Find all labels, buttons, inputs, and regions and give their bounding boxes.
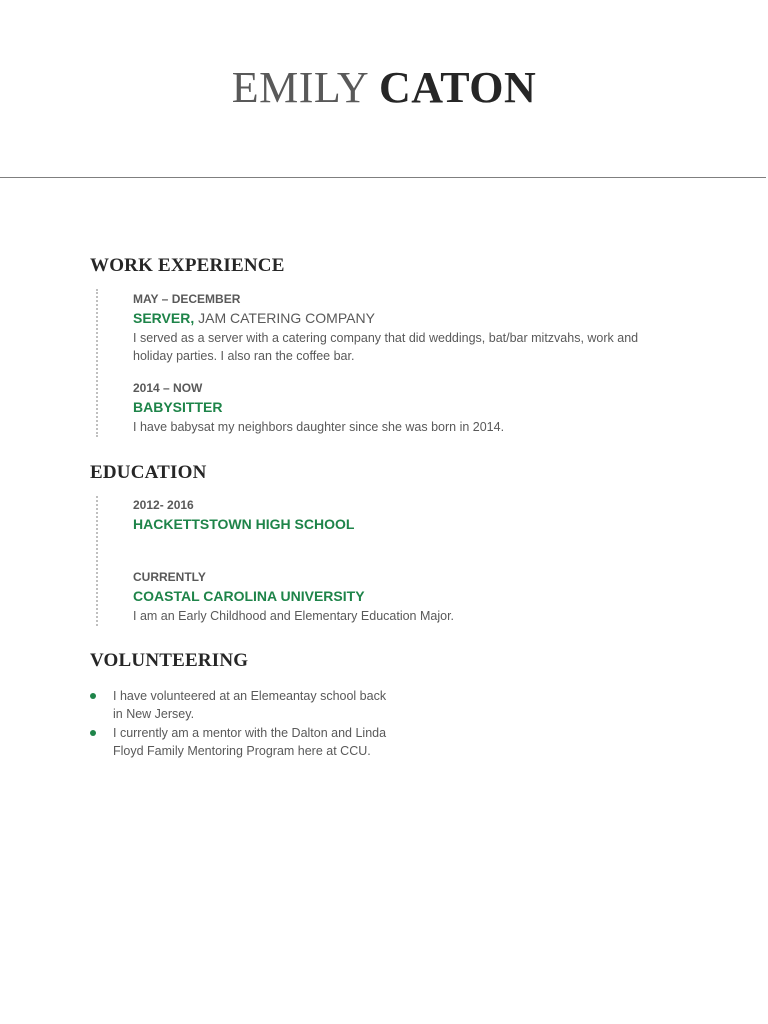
volunteering-item-text: I currently am a mentor with the Dalton and Linda Floyd Family Mentoring Program here at CCU. — [113, 726, 387, 758]
work-entry-server — [133, 290, 663, 365]
education-entry-date: CURRENTLY — [133, 570, 206, 584]
company-name: JAM CATERING COMPANY — [194, 310, 375, 326]
work-entry-role — [133, 308, 663, 328]
header-divider — [0, 177, 766, 178]
work-timeline-line — [96, 289, 98, 437]
resume-name — [0, 62, 768, 113]
education-entry-school — [133, 514, 663, 534]
education-entry-school — [133, 586, 663, 606]
bullet-icon — [90, 730, 96, 736]
education-heading: EDUCATION — [90, 462, 207, 483]
first-name: EMILY — [231, 63, 368, 112]
work-entry-date: 2014 – NOW — [133, 381, 203, 395]
last-name: CATON — [378, 63, 537, 112]
work-entry-role — [133, 397, 663, 417]
school-name: HACKETTSTOWN HIGH SCHOOL — [133, 516, 355, 532]
work-entry-babysitter — [133, 379, 663, 436]
work-experience-heading: WORK EXPERIENCE — [90, 255, 285, 276]
job-title: BABYSITTER — [133, 399, 223, 415]
volunteering-list — [90, 687, 390, 761]
education-entry-highschool — [133, 496, 663, 534]
list-item — [90, 687, 390, 723]
volunteering-item-text: I have volunteered at an Elemeantay school back in New Jersey. — [113, 689, 387, 721]
education-entry-date: 2012- 2016 — [133, 498, 194, 512]
education-timeline-line — [96, 496, 98, 626]
bullet-icon — [90, 693, 96, 699]
job-title: SERVER, — [133, 310, 195, 326]
work-entry-date: MAY – DECEMBER — [133, 292, 241, 306]
education-entry-university — [133, 568, 663, 625]
work-entry-description: I have babysat my neighbors daughter since she was born in 2014. — [133, 420, 505, 434]
list-item — [90, 724, 390, 760]
work-entry-description: I served as a server with a catering company that did weddings, bat/bar mitzvahs, work and holiday parties. I also ran the coffee bar. — [133, 331, 639, 363]
education-entry-description: I am an Early Childhood and Elementary Education Major. — [133, 609, 455, 623]
school-name: COASTAL CAROLINA UNIVERSITY — [133, 588, 365, 604]
volunteering-heading: VOLUNTEERING — [90, 650, 249, 671]
